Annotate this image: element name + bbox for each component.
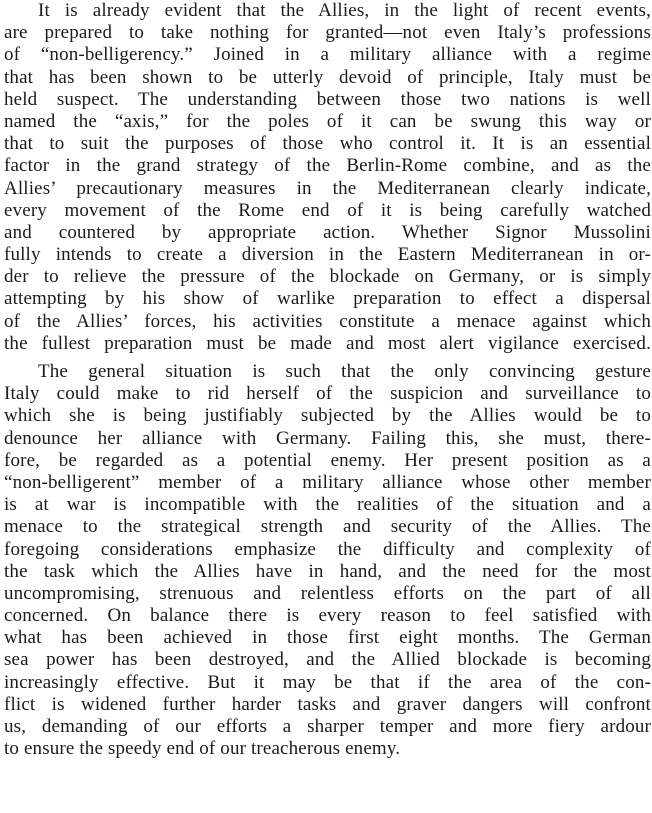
text-line: held suspect. The understanding between those two nations is well [4,88,651,110]
text-line: the fullest preparation must be made and most alert vigilance exercised. [4,332,651,354]
text-line: to ensure the speedy end of our treacherous enemy. [4,738,401,760]
text-line: and countered by appropriate action. Whether Signor Mussolini [4,221,651,243]
text-line: menace to the strategical strength and security of the Allies. The [4,516,651,538]
text-line: increasingly effective. But it may be that if the area of the con- [4,671,651,693]
document-page [4,0,651,760]
text-line: sea power has been destroyed, and the Allied blockade is becoming [4,649,651,671]
text-line: are prepared to take nothing for granted—not even Italy’s professions [4,22,651,44]
text-line: foregoing considerations emphasize the difficulty and complexity of [4,538,651,560]
text-line: of the Allies’ forces, his activities constitute a menace against which [4,310,651,332]
text-line: that has been shown to be utterly devoid of principle, Italy must be [4,66,651,88]
text-line: “non-belligerent” member of a military alliance whose other member [4,471,651,493]
text-line: fully intends to create a diversion in the Eastern Mediterranean in or- [4,244,651,266]
text-line: der to relieve the pressure of the blockade on Germany, or is simply [4,266,651,288]
paragraph-2 [4,361,651,760]
text-line: factor in the grand strategy of the Berlin-Rome combine, and as the [4,155,651,177]
text-line: named the “axis,” for the poles of it can be swung this way or [4,110,651,132]
text-line: of “non-belligerency.” Joined in a military alliance with a regime [4,44,651,66]
paragraph-1 [4,0,651,355]
text-line: is at war is incompatible with the realities of the situation and a [4,494,651,516]
text-line: Italy could make to rid herself of the suspicion and surveillance to [4,383,651,405]
text-line: It is already evident that the Allies, in the light of recent events, [38,0,651,21]
text-line: Allies’ precautionary measures in the Mediterranean clearly indicate, [4,177,651,199]
text-line: denounce her alliance with Germany. Failing this, she must, there- [4,427,651,449]
text-line: fore, be regarded as a potential enemy. Her present position as a [4,449,651,471]
text-line: attempting by his show of warlike preparation to effect a dispersal [4,288,651,310]
text-line: every movement of the Rome end of it is being carefully watched [4,199,651,221]
text-line: The general situation is such that the only convincing gesture [38,361,651,382]
text-line: uncompromising, strenuous and relentless efforts on the part of all [4,582,651,604]
text-line: concerned. On balance there is every reason to feel satisfied with [4,605,651,627]
text-line: flict is widened further harder tasks and graver dangers will confront [4,693,651,715]
text-line: which she is being justifiably subjected by the Allies would be to [4,405,651,427]
text-line: us, demanding of our efforts a sharper temper and more fiery ardour [4,716,651,737]
text-line: what has been achieved in those first eight months. The German [4,627,651,649]
text-line: the task which the Allies have in hand, and the need for the most [4,560,651,582]
text-line: that to suit the purposes of those who control it. It is an essential [4,133,651,155]
